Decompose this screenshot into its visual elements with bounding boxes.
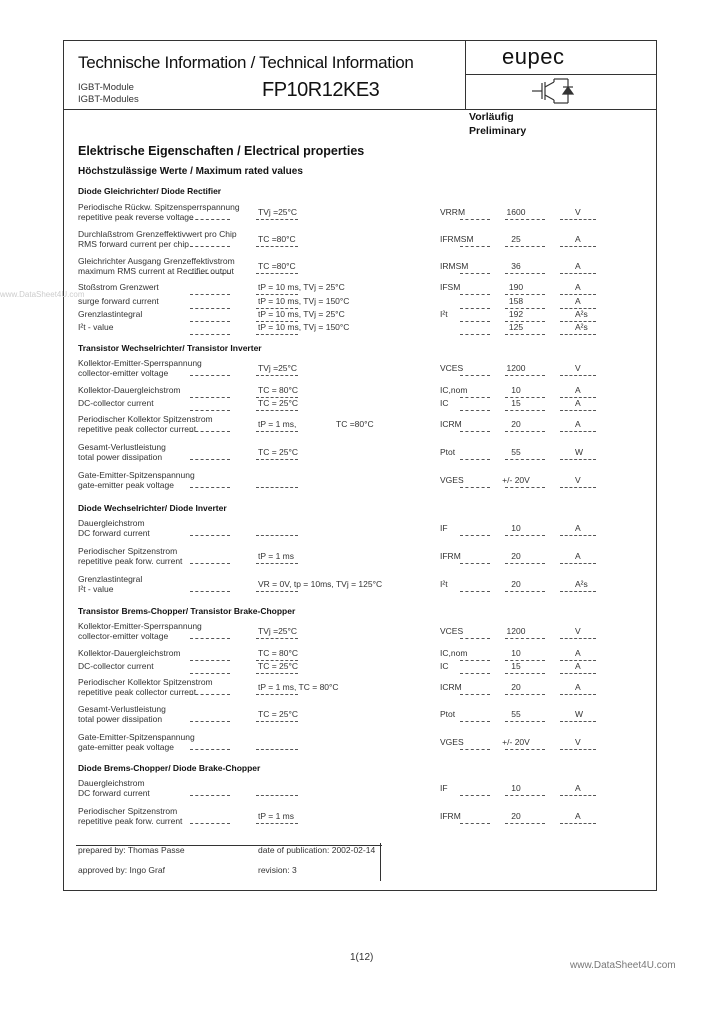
row-unit: A: [575, 648, 581, 658]
row-dash-line: [460, 219, 490, 220]
row-value: 15: [511, 661, 521, 671]
row-condition: tP = 10 ms, TVj = 150°C: [258, 322, 350, 332]
row-value: 55: [511, 709, 521, 719]
row-symbol: Ptot: [440, 709, 456, 719]
row-dash-line: [505, 459, 545, 460]
status-en: Preliminary: [469, 125, 527, 137]
section-title: Transistor Brems-Chopper/ Transistor Brake-Chopper: [78, 606, 296, 616]
row-unit: A: [575, 385, 581, 395]
row-dash-line: [190, 591, 230, 592]
row-condition: TC = 80°C: [258, 385, 299, 395]
row-label-en: maximum RMS current at Rectifier output: [78, 266, 234, 276]
row-label-de: Kollektor-Dauergleichstrom: [78, 648, 181, 658]
row-dash-line: [505, 334, 545, 335]
row-value: 158: [508, 296, 524, 306]
watermark-left: www.DataSheet4U.com: [0, 290, 85, 299]
module-label-de: IGBT-Module: [78, 82, 134, 93]
row-symbol: VCES: [440, 626, 464, 636]
header-vertical-divider: [465, 40, 466, 110]
row-dash-line: [560, 823, 596, 824]
row-symbol: IC,nom: [440, 648, 468, 658]
brand-logo: eupec: [502, 44, 565, 69]
row-symbol: I²t: [440, 309, 448, 319]
row-dash-line: [460, 749, 490, 750]
row-dash-line: [190, 721, 230, 722]
row-dash-line: [460, 721, 490, 722]
row-dash-line: [505, 375, 545, 376]
row-dash-line: [190, 660, 230, 661]
row-condition: TC = 25°C: [258, 709, 299, 719]
row-symbol: Ptot: [440, 447, 456, 457]
row-dash-line: [560, 487, 596, 488]
row-label-de: Kollektor-Emitter-Sperrspannung: [78, 358, 202, 368]
row-value: 125: [508, 322, 524, 332]
row-dash-line: [190, 321, 230, 322]
row-unit: A: [575, 682, 581, 692]
row-condition: tP = 10 ms, TVj = 25°C: [258, 309, 345, 319]
row-label-de: Dauergleichstrom: [78, 518, 145, 528]
row-dash-line: [460, 591, 490, 592]
row-dash-line: [505, 563, 545, 564]
row-dash-line: [560, 246, 596, 247]
row-dash-line: [190, 246, 230, 247]
section-title: Transistor Wechselrichter/ Transistor Inverter: [78, 343, 262, 353]
row-dash-line: [256, 431, 298, 432]
row-dash-line: [560, 749, 596, 750]
row-dash-line: [505, 294, 545, 295]
row-dash-line: [560, 459, 596, 460]
row-dash-line: [560, 410, 596, 411]
row-dash-line: [505, 591, 545, 592]
row-label-de: Gate-Emitter-Spitzenspannung: [78, 470, 195, 480]
row-dash-line: [505, 487, 545, 488]
row-condition: TC = 25°C: [258, 447, 299, 457]
row-condition: TVj =25°C: [258, 363, 298, 373]
row-label-en: RMS forward current per chip: [78, 239, 190, 249]
footer-vertical-divider: [380, 843, 381, 881]
row-dash-line: [256, 375, 298, 376]
row-value: 10: [511, 648, 521, 658]
row-unit: A²s: [575, 309, 588, 319]
row-label-de: DC-collector current: [78, 398, 154, 408]
row-dash-line: [256, 219, 298, 220]
row-label-en: I²t - value: [78, 584, 114, 594]
row-value: 10: [511, 385, 521, 395]
part-number: FP10R12KE3: [262, 79, 380, 101]
row-condition: tP = 1 ms,: [258, 419, 297, 429]
row-value: 190: [508, 282, 524, 292]
row-dash-line: [190, 459, 230, 460]
row-label-de: Gate-Emitter-Spitzenspannung: [78, 732, 195, 742]
row-symbol: IRMSM: [440, 261, 469, 271]
row-condition: tP = 10 ms, TVj = 25°C: [258, 282, 345, 292]
row-label-en: gate-emitter peak voltage: [78, 742, 174, 752]
row-symbol: IFRM: [440, 551, 461, 561]
row-symbol: IC: [440, 661, 449, 671]
row-dash-line: [256, 246, 298, 247]
row-label-en: repetitive peak collector current: [78, 687, 197, 697]
row-condition: TC = 80°C: [258, 648, 299, 658]
row-condition: TVj =25°C: [258, 207, 298, 217]
row-dash-line: [460, 321, 490, 322]
section-title: Diode Brems-Chopper/ Diode Brake-Chopper: [78, 763, 261, 773]
row-dash-line: [256, 591, 298, 592]
row-dash-line: [190, 219, 230, 220]
row-dash-line: [256, 749, 298, 750]
row-label-en: collector-emitter voltage: [78, 631, 169, 641]
row-unit: A: [575, 419, 581, 429]
page-title: Technische Information / Technical Information: [78, 53, 414, 72]
row-dash-line: [190, 673, 230, 674]
row-dash-line: [190, 273, 230, 274]
prepared-by: prepared by: Thomas Passe: [78, 845, 185, 855]
publication-date: date of publication: 2002-02-14: [258, 845, 376, 855]
row-label-de: Gesamt-Verlustleistung: [78, 442, 166, 452]
row-label-de: surge forward current: [78, 296, 159, 306]
row-dash-line: [190, 694, 230, 695]
row-dash-line: [256, 459, 298, 460]
row-dash-line: [460, 397, 490, 398]
row-label-de: Dauergleichstrom: [78, 778, 145, 788]
row-dash-line: [460, 334, 490, 335]
row-unit: A: [575, 282, 581, 292]
row-dash-line: [505, 431, 545, 432]
row-dash-line: [505, 410, 545, 411]
row-dash-line: [460, 487, 490, 488]
row-condition: TC =80°C: [258, 234, 296, 244]
row-label-de: Periodische Rückw. Spitzensperrspannung: [78, 202, 240, 212]
row-dash-line: [190, 397, 230, 398]
row-dash-line: [256, 638, 298, 639]
row-symbol: VCES: [440, 363, 464, 373]
row-dash-line: [460, 375, 490, 376]
row-dash-line: [560, 294, 596, 295]
row-dash-line: [560, 673, 596, 674]
row-value: 10: [511, 783, 521, 793]
row-label-en: DC forward current: [78, 788, 150, 798]
row-dash-line: [190, 431, 230, 432]
row-dash-line: [256, 721, 298, 722]
row-label-de: Kollektor-Emitter-Sperrspannung: [78, 621, 202, 631]
row-value: 55: [511, 447, 521, 457]
row-dash-line: [256, 273, 298, 274]
row-unit: A: [575, 234, 581, 244]
row-dash-line: [256, 487, 298, 488]
row-dash-line: [560, 563, 596, 564]
row-unit: A: [575, 296, 581, 306]
row-dash-line: [460, 459, 490, 460]
revision: revision: 3: [258, 865, 297, 875]
row-label-de: Gleichrichter Ausgang Grenzeffektivstrom: [78, 256, 235, 266]
row-condition: tP = 1 ms: [258, 551, 294, 561]
row-unit: A: [575, 783, 581, 793]
row-label-de: Periodischer Kollektor Spitzenstrom: [78, 414, 213, 424]
row-dash-line: [560, 591, 596, 592]
row-value: 25: [511, 234, 521, 244]
row-dash-line: [190, 535, 230, 536]
row-dash-line: [460, 308, 490, 309]
row-label-de: Periodischer Spitzenstrom: [78, 806, 178, 816]
row-dash-line: [560, 219, 596, 220]
row-value: 1200: [506, 626, 526, 636]
row-dash-line: [505, 673, 545, 674]
row-condition: TC = 25°C: [258, 661, 299, 671]
row-unit: V: [575, 363, 581, 373]
row-value: 10: [511, 523, 521, 533]
row-unit: A: [575, 551, 581, 561]
row-dash-line: [505, 795, 545, 796]
row-label-de: Periodischer Spitzenstrom: [78, 546, 178, 556]
row-dash-line: [460, 823, 490, 824]
row-dash-line: [505, 694, 545, 695]
page-number: 1(12): [350, 952, 374, 963]
row-dash-line: [190, 334, 230, 335]
row-unit: V: [575, 475, 581, 485]
row-dash-line: [190, 294, 230, 295]
row-value: +/- 20V: [502, 475, 530, 485]
row-label-en: repetitive peak forw. current: [78, 816, 183, 826]
row-dash-line: [190, 749, 230, 750]
row-dash-line: [505, 638, 545, 639]
row-value: 20: [511, 579, 521, 589]
row-unit: V: [575, 207, 581, 217]
section-title: Diode Gleichrichter/ Diode Rectifier: [78, 186, 222, 196]
row-condition: TC = 25°C: [258, 398, 299, 408]
row-label-de: Gesamt-Verlustleistung: [78, 704, 166, 714]
row-dash-line: [460, 638, 490, 639]
row-dash-line: [256, 535, 298, 536]
row-dash-line: [460, 294, 490, 295]
row-dash-line: [460, 673, 490, 674]
row-dash-line: [190, 308, 230, 309]
row-unit: A: [575, 398, 581, 408]
row-unit: A²s: [575, 322, 588, 332]
row-dash-line: [560, 638, 596, 639]
row-condition: TVj =25°C: [258, 626, 298, 636]
row-dash-line: [505, 721, 545, 722]
row-label-en: total power dissipation: [78, 452, 163, 462]
row-value: 20: [511, 551, 521, 561]
row-dash-line: [505, 823, 545, 824]
row-condition: tP = 1 ms, TC = 80°C: [258, 682, 339, 692]
row-dash-line: [505, 246, 545, 247]
row-value: 15: [511, 398, 521, 408]
row-unit: A²s: [575, 579, 588, 589]
row-symbol: IFRM: [440, 811, 461, 821]
row-dash-line: [256, 294, 298, 295]
row-value: 20: [511, 682, 521, 692]
row-condition: TC =80°C: [258, 261, 296, 271]
row-label-en: DC forward current: [78, 528, 150, 538]
row-label-en: repetitive peak forw. current: [78, 556, 183, 566]
row-label-de: I²t - value: [78, 322, 114, 332]
row-dash-line: [256, 823, 298, 824]
row-label-de: Grenzlastintegral: [78, 574, 143, 584]
row-dash-line: [256, 410, 298, 411]
igbt-symbol-icon: [530, 78, 578, 104]
row-dash-line: [190, 410, 230, 411]
row-dash-line: [190, 487, 230, 488]
row-symbol: ICRM: [440, 682, 462, 692]
row-dash-line: [460, 431, 490, 432]
row-unit: V: [575, 737, 581, 747]
row-dash-line: [560, 694, 596, 695]
row-dash-line: [560, 334, 596, 335]
row-label-de: Kollektor-Dauergleichstrom: [78, 385, 181, 395]
row-dash-line: [460, 535, 490, 536]
status-de: Vorläufig: [469, 111, 514, 123]
row-label-en: total power dissipation: [78, 714, 163, 724]
row-unit: A: [575, 261, 581, 271]
row-dash-line: [190, 375, 230, 376]
row-dash-line: [560, 721, 596, 722]
row-label-en: collector-emitter voltage: [78, 368, 169, 378]
row-symbol: VGES: [440, 475, 464, 485]
row-dash-line: [460, 694, 490, 695]
row-unit: A: [575, 661, 581, 671]
row-dash-line: [190, 638, 230, 639]
row-condition-2: TC =80°C: [336, 419, 374, 429]
row-symbol: IFSM: [440, 282, 461, 292]
row-dash-line: [190, 795, 230, 796]
header-divider: [63, 109, 657, 110]
row-label-de: Stoßstrom Grenzwert: [78, 282, 159, 292]
row-symbol: VGES: [440, 737, 464, 747]
approved-by: approved by: Ingo Graf: [78, 865, 165, 875]
row-unit: V: [575, 626, 581, 636]
row-dash-line: [256, 563, 298, 564]
row-dash-line: [460, 246, 490, 247]
row-dash-line: [505, 535, 545, 536]
row-dash-line: [560, 273, 596, 274]
row-dash-line: [256, 673, 298, 674]
row-value: 20: [511, 811, 521, 821]
row-symbol: IFRMSM: [440, 234, 474, 244]
row-value: +/- 20V: [502, 737, 530, 747]
row-label-en: repetitive peak collector current: [78, 424, 197, 434]
row-symbol: IC,nom: [440, 385, 468, 395]
row-condition: tP = 1 ms: [258, 811, 294, 821]
row-unit: A: [575, 523, 581, 533]
row-label-de: DC-collector current: [78, 661, 154, 671]
row-condition: VR = 0V, tp = 10ms, TVj = 125°C: [258, 579, 383, 589]
row-dash-line: [190, 823, 230, 824]
row-dash-line: [256, 694, 298, 695]
row-dash-line: [505, 749, 545, 750]
row-symbol: VRRM: [440, 207, 466, 217]
row-symbol: IF: [440, 523, 448, 533]
row-value: 1200: [506, 363, 526, 373]
row-value: 20: [511, 419, 521, 429]
row-dash-line: [256, 334, 298, 335]
row-value: 1600: [506, 207, 526, 217]
row-dash-line: [460, 795, 490, 796]
row-unit: W: [575, 447, 584, 457]
row-condition: tP = 10 ms, TVj = 150°C: [258, 296, 350, 306]
row-dash-line: [560, 795, 596, 796]
row-dash-line: [256, 795, 298, 796]
section-title: Diode Wechselrichter/ Diode Inverter: [78, 503, 227, 513]
row-symbol: IF: [440, 783, 448, 793]
module-label-en: IGBT-Modules: [78, 94, 139, 105]
row-value: 192: [508, 309, 524, 319]
section-heading-max-rated: Höchstzulässige Werte / Maximum rated values: [78, 166, 303, 177]
row-dash-line: [560, 375, 596, 376]
section-heading-electrical: Elektrische Eigenschaften / Electrical properties: [78, 144, 365, 158]
row-dash-line: [460, 273, 490, 274]
row-dash-line: [190, 563, 230, 564]
row-label-en: repetitive peak reverse voltage: [78, 212, 194, 222]
row-dash-line: [460, 563, 490, 564]
row-dash-line: [460, 660, 490, 661]
row-dash-line: [560, 535, 596, 536]
row-symbol: IC: [440, 398, 449, 408]
row-unit: W: [575, 709, 584, 719]
row-label-en: gate-emitter peak voltage: [78, 480, 174, 490]
row-dash-line: [505, 273, 545, 274]
logo-divider: [465, 74, 657, 75]
row-symbol: I²t: [440, 579, 448, 589]
row-value: 36: [511, 261, 521, 271]
row-dash-line: [505, 219, 545, 220]
row-label-de: Periodischer Kollektor Spitzenstrom: [78, 677, 213, 687]
row-label-de: Grenzlastintegral: [78, 309, 143, 319]
row-label-de: Durchlaßstrom Grenzeffektivwert pro Chip: [78, 229, 237, 239]
row-symbol: ICRM: [440, 419, 462, 429]
watermark-right: www.DataSheet4U.com: [570, 960, 676, 971]
row-dash-line: [460, 410, 490, 411]
row-unit: A: [575, 811, 581, 821]
row-dash-line: [560, 431, 596, 432]
